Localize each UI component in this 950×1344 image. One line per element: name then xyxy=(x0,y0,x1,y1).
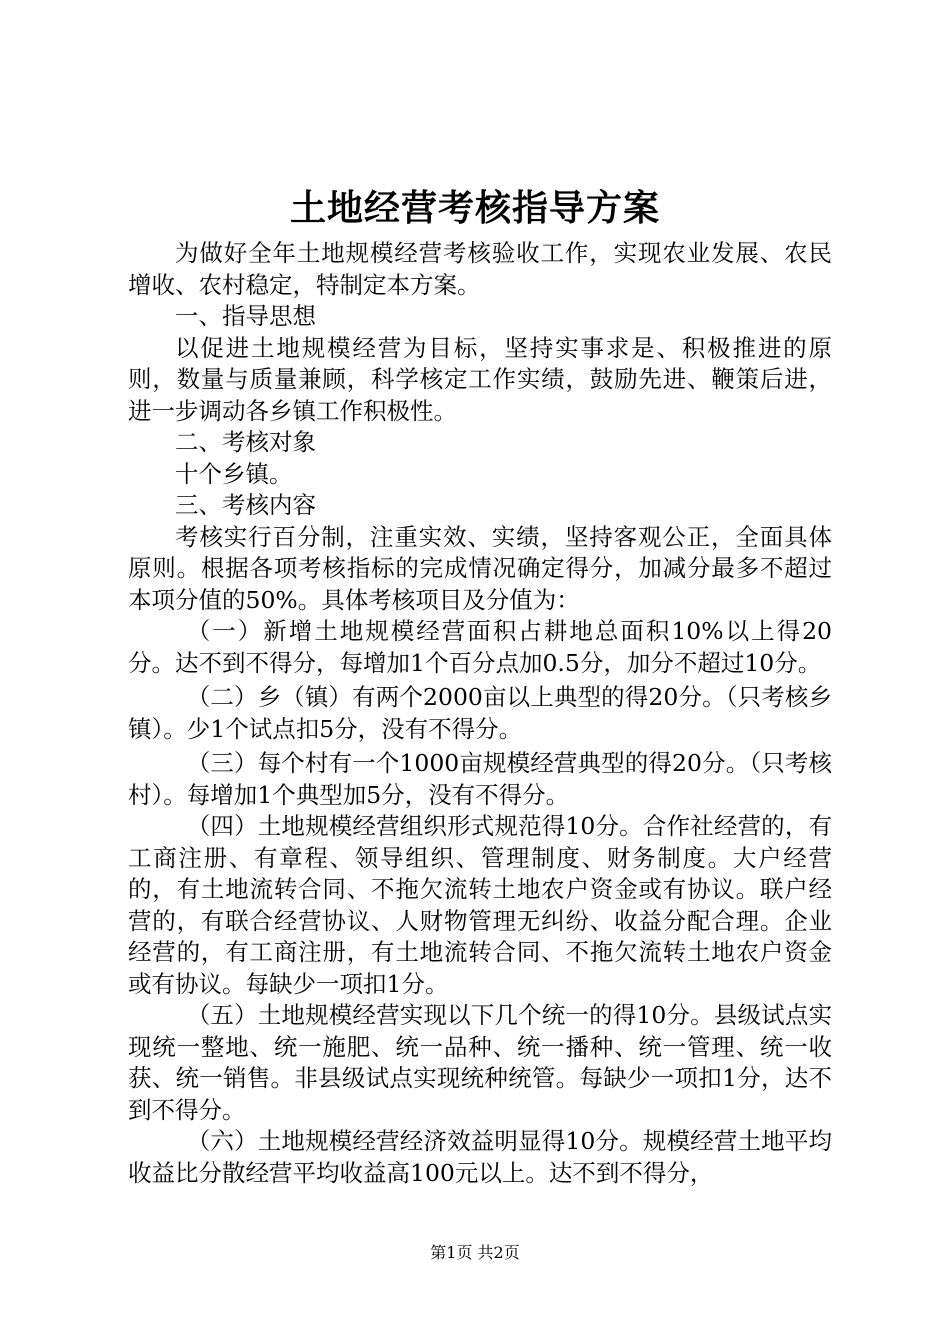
section-heading-guiding-thought: 一、指导思想 xyxy=(175,302,316,330)
section-heading-assessment-content: 三、考核内容 xyxy=(175,491,316,519)
section-heading-assessment-target: 二、考核对象 xyxy=(175,428,316,456)
guiding-thought-paragraph: 以促进土地规模经营为目标，坚持实事求是、积极推进的原则，数量与质量兼顾，科学核定工作实绩，鼓励先进、鞭策后进，进一步调动各乡镇工作积极性。 xyxy=(128,333,832,425)
assessment-target-paragraph: 十个乡镇。 xyxy=(175,459,293,488)
document-body xyxy=(128,238,832,1189)
document-title: 土地经营考核指导方案 xyxy=(289,187,660,229)
assessment-item-4: （四）土地规模经营组织形式规范得10分。合作社经营的，有工商注册、有章程、领导组织、管理制度、财务制度。大户经营的，有土地流转合同、不拖欠流转土地农户资金或有协议。联户经营的，有联合经营协议、人财物管理无纠纷、收益分配合理。企业经营的，有工商注册，有土地流转合同、不拖欠流转土地农户资金或有协议。每缺少一项扣1分。 xyxy=(128,812,832,998)
assessment-item-1: （一）新增土地规模经营面积占耕地总面积10%以上得20分。达不到不得分，每增加1个百分点加0.5分，加分不超过10分。 xyxy=(128,617,832,677)
assessment-content-paragraph: 考核实行百分制，注重实效、实绩，坚持客观公正，全面具体原则。根据各项考核指标的完成情况确定得分，加减分最多不超过本项分值的50%。具体考核项目及分值为： xyxy=(128,522,832,614)
assessment-item-5: （五）土地规模经营实现以下几个统一的得10分。县级试点实现统一整地、统一施肥、统一品种、统一播种、统一管理、统一收获、统一销售。非县级试点实现统种统管。每缺少一项扣1分，达不到不得分。 xyxy=(128,1001,832,1124)
assessment-item-2: （二）乡（镇）有两个2000亩以上典型的得20分。（只考核乡镇）。少1个试点扣5分，没有不得分。 xyxy=(128,683,832,743)
assessment-item-6: （六）土地规模经营经济效益明显得10分。规模经营土地平均收益比分散经营平均收益高100元以上。达不到不得分， xyxy=(128,1127,832,1187)
intro-paragraph: 为做好全年土地规模经营考核验收工作，实现农业发展、农民增收、农村稳定，特制定本方案。 xyxy=(128,239,832,299)
page-footer: 第1页 共2页 xyxy=(430,1243,520,1262)
assessment-item-3: （三）每个村有一个1000亩规模经营典型的得20分。（只考核村）。每增加1个典型加5分，没有不得分。 xyxy=(128,749,832,809)
